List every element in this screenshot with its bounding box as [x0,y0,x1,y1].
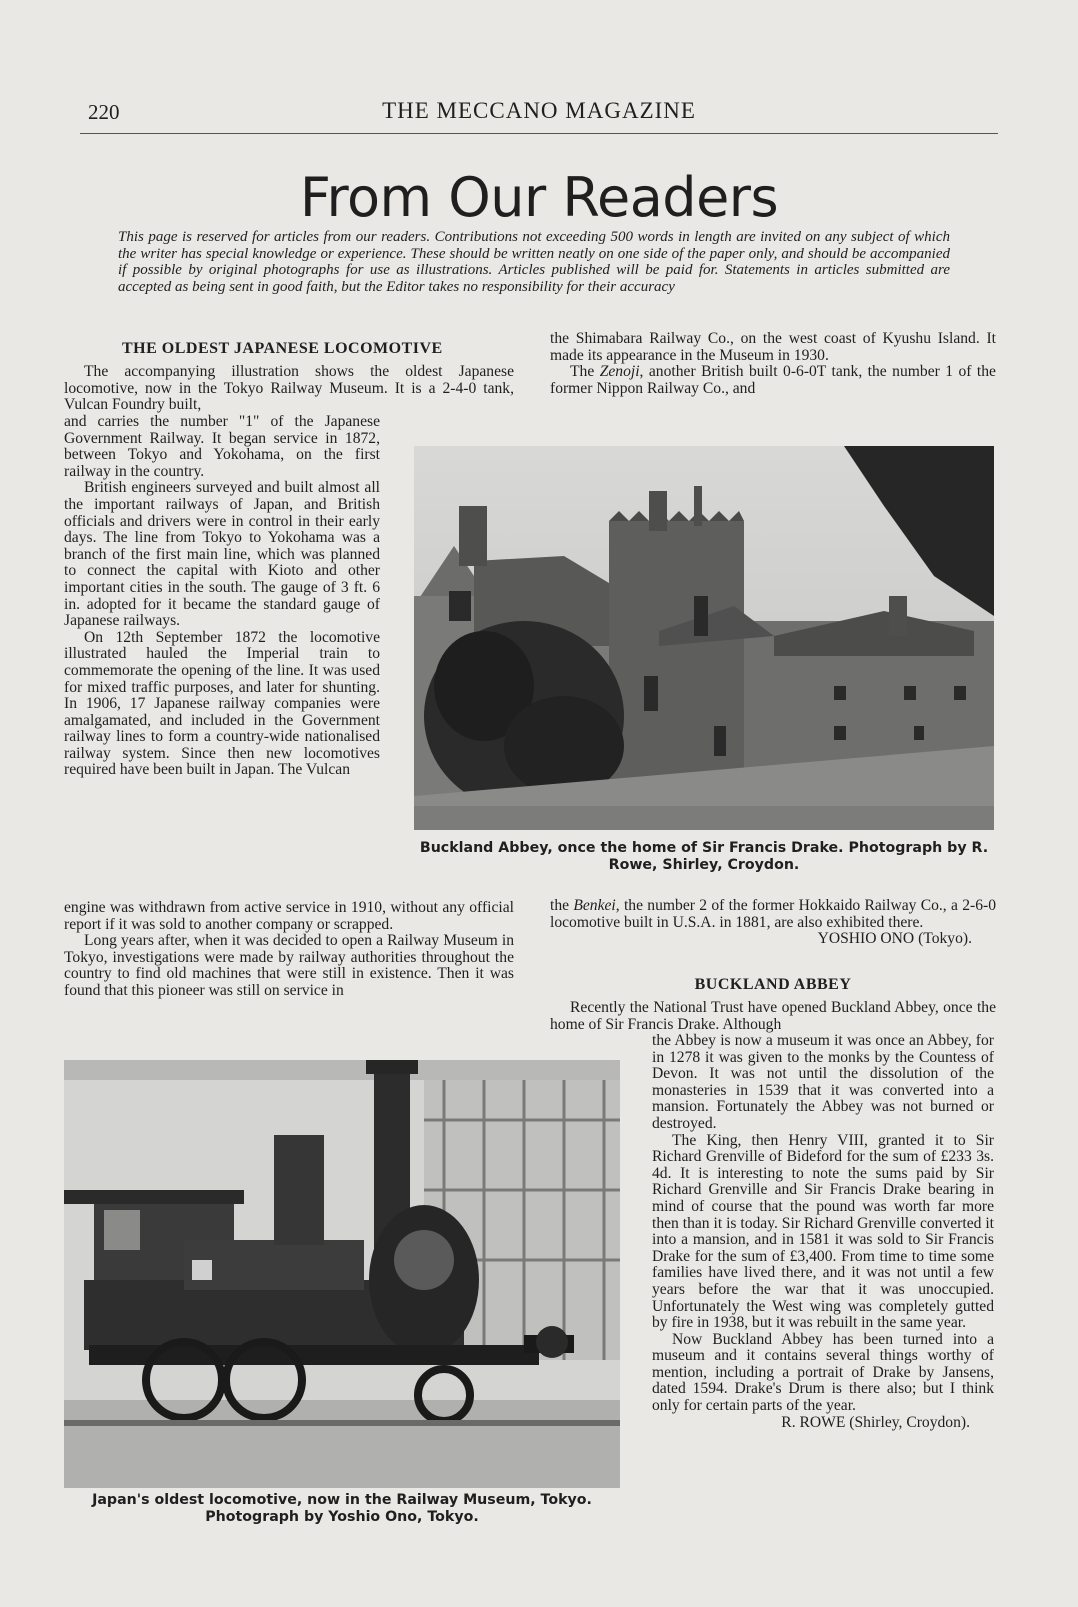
locomotive-name: Benkei [573,897,616,914]
article1-text-top [64,364,514,414]
article1-paragraph: Long years after, when it was decided to open a Railway Museum in Tokyo, investigations were made by railway authorities throughout the country to find old machines that were still in existence. Then it was found that this pioneer was still on service in [64,932,514,999]
article1-text-right-mid [550,898,996,948]
article2-paragraph: The King, then Henry VIII, granted it to Sir Richard Grenville of Bideford for the sum of £233 3s. 4d. It is interesting to note the sums paid by Sir Richard Grenville and Sir Francis Drake bearing in mind of course that the pound was worth far more then than it is today. Sir Richard Grenville converted it into a mansion, and in 1581 it was sold to Sir Francis Drake for the sum of £3,400. From time to time some families have lived there, and it was not until a few years before the war that it was unoccupied. Unfortunately the West wing was completely gutted by fire in 1938, but it was rebuilt in the same year. [652,1131,994,1332]
article2-text-top [550,1000,996,1033]
article1-text-lower [64,900,514,1000]
abbey-photo [414,446,994,830]
article1-title: THE OLDEST JAPANESE LOCOMOTIVE [122,340,443,357]
page-number: 220 [88,100,120,124]
article1-paragraph: engine was withdrawn from active service in 1910, without any official report if it was sold to another company or scrapped. [64,899,514,933]
article1-text-narrow [64,414,380,779]
locomotive-name: Zenoji [599,363,640,381]
article2-paragraph: the Abbey is now a museum it was once an Abbey, for in 1278 it was given to the monks by the Countess of Devon. It was not until the dissolution of the monasteries in 1539 that it was converted into a mansion. Fortunately the Abbey was not burned or destroyed. [652,1032,994,1132]
article2-paragraph: Now Buckland Abbey has been turned into a museum and it contains several things worthy of mention, including a portrait of Drake by Jansens, dated 1594. Drake's Drum is there also; but I think only for certain parts of the year. [652,1330,994,1415]
article2-paragraph: Recently the National Trust have opened Buckland Abbey, once the home of Sir Francis Drake. Although [550,999,996,1033]
article1-paragraph: The Zenoji, another British built 0-6-0T tank, the number 1 of the former Nippon Railway Co., and [550,363,996,397]
article1-paragraph: the Shimabara Railway Co., on the west coast of Kyushu Island. It made its appearance in the Museum in 1930. [550,330,996,364]
abbey-image [414,446,994,830]
article1-paragraph: the Benkei, the number 2 of the former Hokkaido Railway Co., a 2-6-0 locomotive built in U.S.A. in 1881, are also exhibited there. [550,897,996,931]
article1-text-right-top [550,331,996,397]
article1-paragraph: The accompanying illustration shows the oldest Japanese locomotive, now in the Tokyo Railway Museum. It is a 2-4-0 tank, Vulcan Foundry built, [64,363,514,414]
locomotive-image [64,1060,620,1488]
article1-author: YOSHIO ONO (Tokyo). [817,930,972,948]
header-rule [80,133,998,134]
locomotive-photo-caption: Japan's oldest locomotive, now in the Railway Museum, Tokyo. Photograph by Yoshio Ono, Tokyo. [92,1492,592,1525]
article1-paragraph: and carries the number "1" of the Japanese Government Railway. It began service in 1872, between Tokyo and Yokohama, on the first railway in the country. [64,413,380,480]
locomotive-photo [64,1060,620,1488]
article2-text-narrow [652,1033,994,1431]
intro-paragraph: This page is reserved for articles from our readers. Contributions not exceeding 500 words in length are invited on any subject of which the writer has special knowledge or experience. These should be written neatly on one side of the paper only, and should be accompanied if possible by original photographs for use as illustrations. Articles published will be paid for. Statements in articles submitted are accepted as being sent in good faith, but the Editor takes no responsibility for their accuracy [118,229,950,295]
magazine-title: THE MECCANO MAGAZINE [382,98,696,123]
page-headline: From Our Readers [299,166,779,229]
article2-title: BUCKLAND ABBEY [694,976,852,993]
article1-paragraph: British engineers surveyed and built almost all the important railways of Japan, and British officials and drivers were in control in their early days. The line from Tokyo to Yokohama was a branch of the first main line, which was planned to connect the capital with Kioto and other important cities in the south. The gauge of 3 ft. 6 in. adopted for it became the standard gauge of Japanese railways. [64,479,380,630]
article1-paragraph: On 12th September 1872 the locomotive illustrated hauled the Imperial train to commemorate the opening of the line. It was used for mixed traffic purposes, and later for shunting. In 1906, 17 Japanese railway companies were amalgamated, and included in the Government railway lines to form a country-wide nationalised railway system. Since then new locomotives required have been built in Japan. The Vulcan [64,628,380,779]
abbey-photo-caption: Buckland Abbey, once the home of Sir Francis Drake. Photograph by R. Rowe, Shirley, Croydon. [419,840,989,873]
article2-author: R. ROWE (Shirley, Croydon). [781,1413,970,1431]
